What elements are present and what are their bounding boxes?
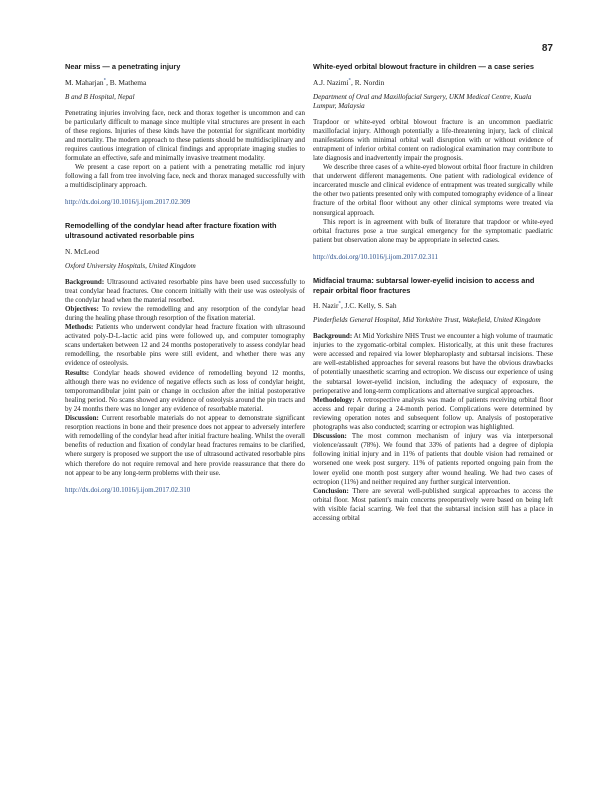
- abstract-midfacial: [313, 276, 553, 523]
- left-column: [65, 62, 305, 509]
- abstract-paragraph: We present a case report on a patient with a penetrating metallic rod injury following a fall from tree involving face, neck and thorax managed successfully with a multidisciplinary approach.: [65, 163, 305, 190]
- abstract-paragraph: Trapdoor or white-eyed orbital blowout fracture is an uncommon paediatric maxillofacial injury. Although potentially a life-threatening injury, lack of clinical manifestations with minimal orbital wall disruption with or without evidence of entrapment of inferior orbital content on radiological examination may contribute to late diagnosis and inadvertently impair the prognosis.: [313, 117, 553, 162]
- abstract-affiliation: Department of Oral and Maxillofacial Surgery, UKM Medical Centre, Kuala Lumpur, Malaysia: [313, 92, 532, 110]
- corresponding-author-star: *: [338, 301, 341, 307]
- abstract-affiliation: Oxford University Hospitals, United Kingdom: [65, 261, 196, 270]
- abstract-section-objectives: Objectives: To review the remodelling and any resorption of the condylar head during the healing phase through resorption of the fixation material.: [65, 304, 305, 322]
- page-number: 87: [541, 43, 553, 54]
- abstract-section-background: Background: At Mid Yorkshire NHS Trust we encounter a high volume of traumatic injuries to the zygomatic-orbital complex. Historically, at this unit these fractures were accessed and repaired via lower blepharoplasty and subtarsal incisions. These are well-established approaches for several reasons but have the obvious drawbacks of potentially unaesthetic scarring and ectropion. We discuss our experience of using the subtarsal lower-eyelid incision, including the adequacy of exposure, the perioperative and long-term complications and alternative surgical approaches.: [313, 332, 553, 395]
- abstract-paragraph: We describe three cases of a white-eyed blowout orbital floor fracture in children that underwent different managements. One patient with radiological evidence of incarcerated muscle and clinical evidence of entrapment was treated surgically while the other two patients presented only with computed tomography evidence of a linear fracture of the orbital floor without any other clinical symptoms were treated via nonsurgical approach.: [313, 163, 553, 217]
- abstract-section-discussion: Discussion: Current resorbable materials do not appear to demonstrate significant resorption reactions in bone and their presence does not appear to adversely interfere with remodelling of the condylar head after initial fracture healing. Whilst the overall benefits of reduction and fixation of condylar head fractures remains to be clarified, where surgery is proposed we support the use of ultrasound activated resorbable pins which therefore do not require removal and here provide reassurance that there do not appear to be any long-term problems with their use.: [65, 414, 305, 477]
- abstract-title: Near miss — a penetrating injury: [65, 62, 181, 71]
- corresponding-author-star: *: [348, 78, 352, 84]
- abstract-title: Remodelling of the condylar head after fracture fixation with ultrasound activated resorbable pins: [65, 221, 277, 241]
- doi-link[interactable]: http://dx.doi.org/10.1016/j.ijom.2017.02.311: [313, 252, 439, 261]
- abstract-paragraph: This report is in agreement with bulk of literature that trapdoor or white-eyed orbital fractures pose a true surgical emergency for the symptomatic paediatric patient but observation alone may be appropriate in selected cases.: [313, 217, 553, 244]
- abstract-section-conclusion: Conclusion: There are several well-published surgical approaches to access the orbital floor. Most patient's main concerns preoperatively were based on being left with visible facial scarring. We feel that the subtarsal incision still has a place in accessing orbital: [313, 486, 553, 522]
- abstract-section-background: Background: Ultrasound activated resorbable pins have been used successfully to treat condylar head fractures. One concern initially with their use was osteolysis of the condylar head when the material resorbed.: [65, 277, 305, 304]
- abstract-section-results: Results: Condylar heads showed evidence of remodelling beyond 12 months, although there was no evidence of negative effects such as loss of condylar height, temporomandibular joint pain or change in occlusion after the initial postoperative healing period. No scans showed any evidence of osteolysis around the pin tracts and by 24 months there was no longer any evidence of resorbable material.: [65, 368, 305, 413]
- abstract-authors: H. Nazir*, J.C. Kelly, S. Sah: [313, 301, 397, 311]
- abstract-affiliation: B and B Hospital, Nepal: [65, 92, 135, 101]
- doi-link[interactable]: http://dx.doi.org/10.1016/j.ijom.2017.02.310: [65, 485, 191, 494]
- abstract-affiliation: Pinderfields General Hospital, Mid Yorkshire Trust, Wakefield, United Kingdom: [313, 316, 541, 325]
- abstract-near-miss: [65, 62, 305, 207]
- abstract-paragraph: Penetrating injuries involving face, neck and thorax together is uncommon and can be particularly difficult to manage since multiple vital structures are present in each of these regions. Injuries of these kinds have the potential for significant morbidity and mortality. The modern approach to these patients should be multidisciplinary and requires cautious integration of clinical findings and appropriate imaging studies to formulate an effective, safe and minimally invasive treatment modality.: [65, 108, 305, 163]
- abstract-title: Midfacial trauma: subtarsal lower-eyelid incision to access and repair orbital floor fractures: [313, 275, 535, 295]
- abstract-authors: A.J. Nazimi*, R. Nordin: [313, 77, 385, 87]
- abstract-condylar: [65, 221, 305, 494]
- abstract-authors: M. Maharjan*, B. Mathema: [65, 77, 147, 87]
- corresponding-author-star: *: [103, 78, 107, 84]
- abstract-white-eyed: [313, 62, 553, 262]
- abstract-section-methods: Methods: Patients who underwent condylar head fracture fixation with ultrasound activated poly-D-L-lactic acid pins were followed up, and computer tomography scans undertaken between 12 and 24 months postoperatively to assess condylar head remodelling, the resorbable pins were still evident, and whether there was any evidence of osteolysis.: [65, 323, 305, 368]
- abstract-authors: N. McLeod: [65, 246, 100, 256]
- doi-link[interactable]: http://dx.doi.org/10.1016/j.ijom.2017.02.309: [65, 198, 191, 207]
- right-column: [313, 62, 553, 523]
- abstract-section-discussion: Discussion: The most common mechanism of injury was via interpersonal violence/assault (78%). We found that 33% of patients had a degree of diplopia following initial injury and in 11% of patients that double vision had remained or worsened one week post surgery. 11% of patients reported ongoing pain from the lower eyelid one month post surgery after wound healing. We had two cases of ectropion (11%) and neither required any further surgical intervention.: [313, 432, 553, 486]
- abstract-section-methodology: Methodology: A retrospective analysis was made of patients receiving orbital floor access and repair during a 24-month period. Complications were determined by reviewing operation notes and subsequent follow up. Analysis of postoperative photographs was also conducted; scarring or ectropion was highlighted.: [313, 395, 553, 432]
- abstract-title: White-eyed orbital blowout fracture in children — a case series: [313, 62, 534, 71]
